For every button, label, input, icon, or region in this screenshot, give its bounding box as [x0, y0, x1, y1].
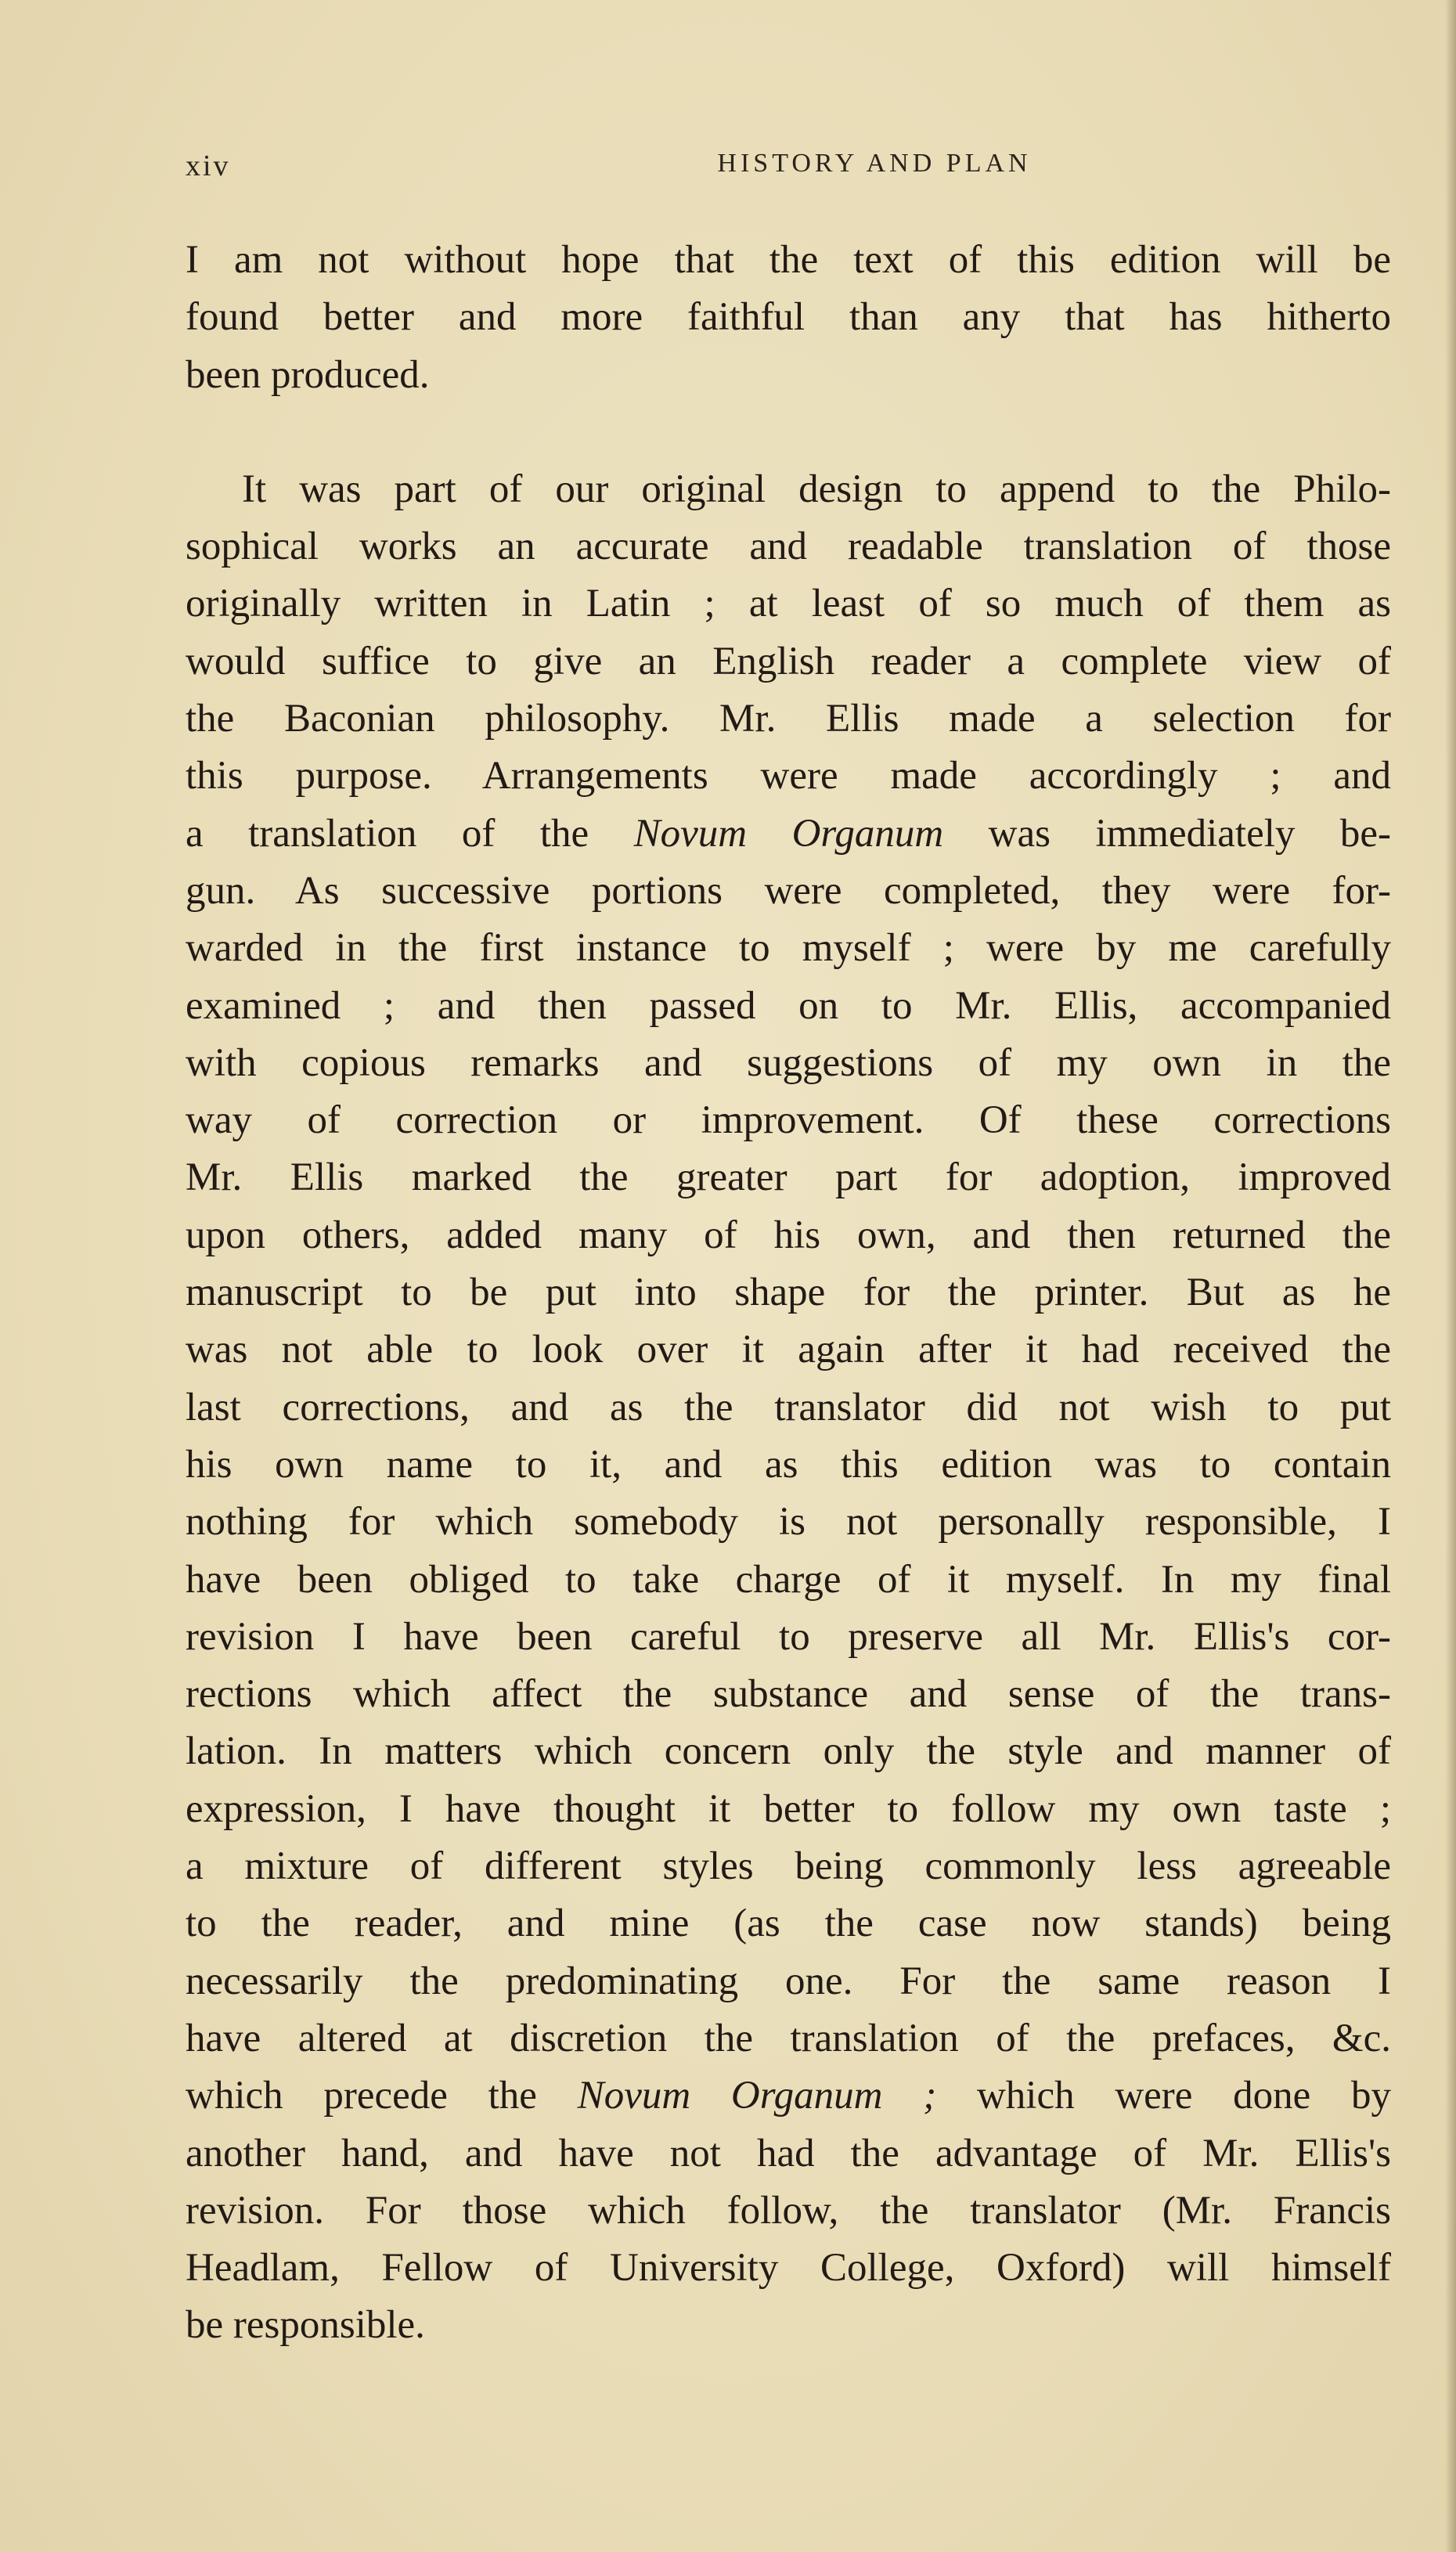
text-line: would suffice to give an English reader a complete view of: [186, 639, 1391, 683]
text-line: found better and more faithful than any that has hitherto: [186, 295, 1391, 340]
text-line: examined ; and then passed on to Mr. Ellis, accompanied: [186, 983, 1391, 1028]
page-number: xiv: [186, 150, 231, 182]
text-line: sophical works an accurate and readable translation of those: [186, 524, 1391, 569]
text-line: been produced.: [186, 352, 430, 397]
body-text: [186, 232, 1391, 2355]
text-line: I am not without hope that the text of this edition will be: [186, 238, 1391, 282]
text-line: necessarily the predominating one. For the same reason I: [186, 1959, 1391, 2003]
running-title: HISTORY AND PLAN: [717, 149, 1032, 178]
text-segment: a translation of the: [186, 811, 634, 856]
text-line: the Baconian philosophy. Mr. Ellis made a selection for: [186, 697, 1391, 741]
text-line: revision. For those which follow, the translator (Mr. Francis: [186, 2188, 1391, 2233]
text-line: [186, 2067, 1391, 2125]
text-line: warded in the first instance to myself ; were by me carefully: [186, 926, 1391, 971]
text-line: his own name to it, and as this edition was to contain: [186, 1442, 1391, 1487]
running-head: [186, 149, 1391, 196]
text-line: manuscript to be put into shape for the printer. But as he: [186, 1271, 1391, 1315]
text-line: this purpose. Arrangements were made accordingly ; and: [186, 754, 1391, 798]
italic-title: Novum Organum: [633, 811, 944, 856]
text-segment: was immediately be-: [943, 811, 1391, 856]
text-line: to the reader, and mine (as the case now stands) being: [186, 1901, 1391, 1946]
text-line: rections which affect the substance and sense of the trans-: [186, 1672, 1391, 1717]
text-line: be responsible.: [186, 2303, 425, 2348]
text-line: Mr. Ellis marked the greater part for adoption, improved: [186, 1155, 1391, 1200]
text-line: a mixture of different styles being commonly less agreeable: [186, 1844, 1391, 1889]
text-line: [186, 806, 1391, 863]
paragraph-gap: [186, 404, 1391, 461]
text-line: Headlam, Fellow of University College, Oxford) will himself: [186, 2246, 1391, 2291]
text-line: expression, I have thought it better to follow my own taste ;: [186, 1786, 1391, 1831]
text-line: upon others, added many of his own, and then returned the: [186, 1213, 1391, 1257]
text-line: with copious remarks and suggestions of my own in the: [186, 1040, 1391, 1085]
text-segment: which precede the: [186, 2074, 578, 2118]
text-line: another hand, and have not had the advantage of Mr. Ellis's: [186, 2131, 1391, 2175]
text-line: revision I have been careful to preserve all Mr. Ellis's cor-: [186, 1614, 1391, 1659]
text-line: nothing for which somebody is not personally responsible, I: [186, 1500, 1391, 1545]
text-line: was not able to look over it again after it had received the: [186, 1328, 1391, 1372]
text-line: gun. As successive portions were completed, they were for-: [186, 868, 1391, 913]
text-line: It was part of our original design to append to the Philo-: [242, 467, 1391, 511]
page-edge-shadow: [1445, 0, 1456, 2552]
text-line: last corrections, and as the translator did not wish to put: [186, 1385, 1391, 1429]
paragraph: [186, 232, 1391, 404]
text-line: have altered at discretion the translation of the prefaces, &c.: [186, 2016, 1391, 2060]
italic-title: Novum Organum ;: [577, 2074, 937, 2118]
text-line: originally written in Latin ; at least of so much of them as: [186, 582, 1391, 626]
text-segment: which were done by: [936, 2074, 1391, 2118]
paragraph: [186, 461, 1391, 2355]
text-line: lation. In matters which concern only the style and manner of: [186, 1729, 1391, 1774]
text-line: way of correction or improvement. Of these corrections: [186, 1098, 1391, 1143]
text-line: have been obliged to take charge of it myself. In my final: [186, 1557, 1391, 1602]
